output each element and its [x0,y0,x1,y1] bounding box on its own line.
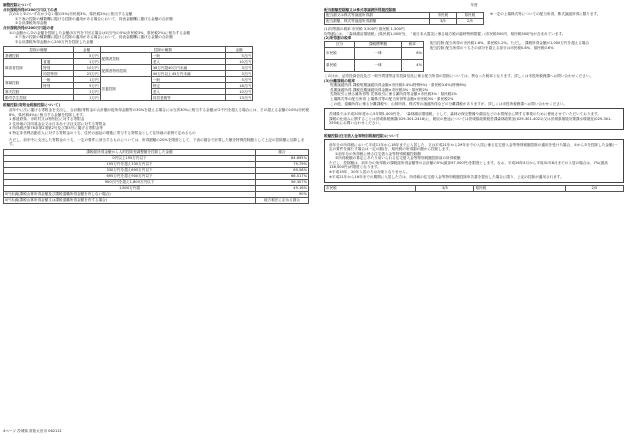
table-cell: 県民税 [474,186,565,192]
table-cell: 5万円 [226,77,253,83]
table-cell: 同居特別 [42,71,74,77]
table-cell: 22万円 [73,71,100,77]
reduction-para: 前年中に次に掲げる寄附金を支出し、合計額(寄附金の合計額が総所得金額等の30%を超える場合には当該30%に相当する金額)が2千円を超える場合には、その超える金額の10%(市民税6%、県民税4%)に相当する金額を控除します。 [9,107,309,117]
table-cell: 1,800万円超 [4,185,256,191]
separation-heading: (3)分離課税の税率 [324,78,355,83]
housing-text: ②所得税額の算定にあたり用いられる住宅借入金等特別税額控除前の所得税額 [335,156,461,161]
table-cell: 特別 [42,65,74,71]
table-cell: 基礎控除 [4,53,74,59]
table-cell: 勤労学生控除 [4,95,74,101]
table-cell: 40万円以上45万円未満 [151,71,225,77]
dividend-heading: 配当割額控除額又は株式等譲渡所得割控除額 [324,7,396,12]
housing-heading: 税額控除(住宅借入金等特別税額控除)について [324,133,400,138]
dividend-table [324,12,484,25]
table-header: 県民税 [456,13,483,19]
table-cell: 66.517% [256,173,309,179]
table-cell: 配偶者控除 [100,53,151,65]
table-cell: 同居老親等 [151,95,225,101]
table-header: 控除の種類 [4,47,74,53]
reduction-item: 4 特定非営利活動法人に対する寄附金のうち、住民の福祉の増進に寄与する寄附金として住所地の条例で定めるもの [9,130,196,135]
reduction-note: ただし、前年中に支出した寄附金のうち、一定の要件に該当するものについては、所得割額の20%を限度として、下表の割合で計算した額を特例控除額として上記の控除額に加算します。 [9,137,305,147]
forest-tax-box [324,108,624,130]
reduction-item: 1 都道府県、市町村又は特別区に対する寄附金 [9,117,85,122]
reduction-item: 2 住所地の共同募金会又は日本赤十字社支部に対する寄附金 [9,121,106,126]
table-cell: 13万円 [226,95,253,101]
gt200-heading: 合計課税所得が200万円超の者 [3,25,54,30]
table-cell: 一般 [42,77,74,83]
table-header: 割合 [256,149,309,155]
table-cell: 2/5 [565,186,623,192]
table-cell: 老人 [151,59,225,65]
table-cell: 一般 [151,53,225,59]
table-header: 課税標準額 [355,41,401,47]
income-levy-table [324,41,424,72]
table-cell: 4% [401,59,423,71]
table-cell: 一律 [355,59,401,71]
table-header: 控除の種類 [100,47,226,53]
table-cell: 普通 [42,59,74,65]
le200-heading: 合計課税所得が200万円以下の者 [3,7,58,12]
table-cell: 一般 [151,77,225,83]
table-cell: 寡夫控除 [4,89,74,95]
table-cell: 3万円 [226,65,253,71]
table-cell: 特定 [151,83,225,89]
table-cell: 2/5 [456,19,483,25]
separation-row: 短期譲渡所得 課税短期譲渡所得金額×市民税5.4%(特例9%)・県民税3.6%(特例6%) [330,83,467,88]
header-year: 年度 [470,3,478,7]
table-cell: 0円以上195万円以下 [4,155,256,161]
gt200-intro: ①の金額から②の金額を控除した金額(5万円を下回る場合は5万円)の5%(市民税3%、県民税2%)に相当する金額 [9,30,191,35]
mid-text: このほか、証券投資信託及び一般外貨建等証券投資信託に係る配当所得の控除については、異なった税率となります。詳しくは市役所税務課へお問い合わせください。 [324,73,594,78]
table-cell: 69.58% [256,167,309,173]
gt200-item: ②合計課税所得金額から200万円を控除した金額 [15,39,94,44]
deduction-table [3,46,253,101]
table-cell: 1万円 [73,95,100,101]
table-cell: 6% [401,47,423,59]
income-levy-note: 配当控除 配当所得の市民税1.6%、県民税1.2%。ただし、課税所得金額が1,000万円を超える場合 [430,40,590,45]
table-cell: 5万円 [73,53,100,59]
gt200-item: ①下表の控除の種類欄に掲げる控除の適用がある場合において、同表金額欄に掲げる金額の合計額 [15,35,173,40]
housing-box [324,139,624,184]
le200-item: ①下表の控除の種類欄に掲げる控除の適用がある場合において、同表金額欄に掲げる金額の合計額 [15,16,173,21]
table-cell: 695万円を超え900万円以下 [4,173,256,179]
equal-levy: (1)均等割の税率 市民税 3,500円 県民税 1,500円 [324,27,405,32]
table-cell: 特別 [42,83,74,89]
table-cell: 一律 [355,47,401,59]
separation-row: 上場株式等の配当所得 上場株式等の配当所得等金額×市民税3%・県民税2% [330,96,454,101]
table-cell: 0円未満(課税山林所得金額及び課税退職所得金額を有しない場合) [4,191,256,197]
housing-text: ただし、控除額は、前年分の所得税の課税総所得金額等の合計額の5%(最高97,500円)を限度とします。なお、平成26年4月から平成31年6月までの入居の場合は、7%(最高136,500円)が限度となります。 [329,160,608,170]
table-header: 金額 [226,47,253,53]
table-cell: 79.79% [256,161,309,167]
table-header: 金額 [73,47,100,53]
table-cell: 10万円 [226,89,253,95]
table-header: 税率 [401,41,423,47]
table-cell: 10万円 [226,59,253,65]
reduction-item: 3 所得税法第78条第2項第2号及び第3号に掲げる寄附金等 [9,126,103,131]
table-cell: 障害者控除 [4,59,42,77]
table-cell: 56.307% [256,179,309,185]
table-cell: 195万円を超え330万円以下 [4,161,256,167]
table-cell: 5万円 [73,83,100,89]
table-header: 市民税 [429,13,456,19]
table-cell: 1万円 [73,59,100,65]
table-cell: 90% [256,191,309,197]
table-cell: 寡婦控除 [4,77,42,89]
table-cell: 5万円 [226,53,253,59]
left-column [3,3,309,204]
table-cell: 330万円を超え695万円以下 [4,167,256,173]
table-header: 課税総所得金額から人的控除差調整額を控除した金額 [4,149,256,155]
housing-ratio-table [324,185,624,192]
table-header: 区分 [325,41,355,47]
table-cell: 10万円 [73,65,100,71]
income-levy-heading: (2)所得割の税率 [324,36,352,41]
housing-text: 前年分の所得税において平成11年から18年までに入居した、又は平成21年から29年までの入居に係る住宅借入金等特別税額控除の適用を受けた場合、①から②を控除した金額(一定の要件を満たす場合は一定の額)を、県民税の所得割の額から控除します。 [329,142,618,152]
housing-text: ①前年分の所得税に係る住宅借入金等特別税額控除額 [335,151,421,156]
table-cell: 38万円超40万円未満 [151,65,225,71]
table-cell: 900万円を超え1,800万円以下 [4,179,256,185]
equal-levy-note: 均等割には、「森林湖沼環境税」(県民税1,000円)、「東日本大震災に係る地方税の臨時特例措置」(市民税500円、県民税500円)が含まれています。 [324,31,566,36]
separation-row: 先物取引に係る雑所得等 先物取引に係る雑所得等金額×市民税3%・県民税2% [330,92,457,97]
table-cell: 老人 [151,89,225,95]
table-cell: 配偶者特別控除 [100,65,151,77]
table-cell: 1万円 [73,89,100,95]
housing-text: ※平成19年、20年入居の方は対象となりません。 [329,170,410,175]
table-cell: 0円未満(課税山林所得金額又は課税退職所得金額を有する場合) [4,197,256,203]
table-cell: 市民税 [325,47,355,59]
table-cell: 3/5 [429,19,456,25]
table-cell: 3万円 [226,71,253,77]
reduction-heading: 税額控除(寄附金税額控除について) [3,103,61,108]
table-cell: 3/5 [416,186,474,192]
table-cell: 1万円 [73,77,100,83]
separation-note: この他、退職所得に係る分離課税や、山林所得、株式等の譲渡所得などの分離課税がありますが、詳しくは市役所税務課へお問い合わせください。 [330,101,568,106]
separation-row: 長期譲渡所得 課税長期譲渡所得金額×市民税3%・県民税2% [330,87,429,92]
le200-intro: 次の①と②のいずれか少ない額の5%(市民税3%、県民税2%)に相当する金額 [9,12,133,17]
special-rate-table [3,149,309,204]
table-cell: 扶養控除 [100,77,151,101]
right-column [324,3,624,192]
table-cell: 配当割額、株式等譲渡所得割額 [325,19,430,25]
le200-item: ②合計課税所得金額 [15,21,47,26]
forest-tax-text: 課税の仕組みに関することは茨城県税務課(029-301-2418)に、税収の使途については茨城県政策経営課森林政策室(029-301-4021)又は茨城県環境対策課水環境室(029-301-2954)にお問い合わせください。 [329,116,612,126]
section-title: 調整控除について [3,3,32,7]
table-cell: 地方税法に定める割合 [256,197,309,203]
income-levy-note: 配当控除 配当所得のうちその部分を超える部分は市民税0.8%、県民税0.6% [430,45,554,50]
forest-tax-text: 茨城県では平成20年度から5年間1,000円を、「森林湖沼環境税」として、森林の保全整備や湖沼などの水質保全に関する事業のために使用させていただいております。 [329,112,601,117]
housing-text: ※平成21年から16年までの期間に入居した方は、所得税の住宅借入金等特別税額控除申告書を提出した場合に限り、上記の控除が適用されます。 [329,174,564,179]
page-footer: 4ページ 茨城県 常陸太田市 062121 [3,429,62,433]
table-cell: 市民税 [325,186,416,192]
table-cell: 49.16% [256,185,309,191]
table-cell: 18万円 [226,83,253,89]
table-cell: 84.895% [256,155,309,161]
table-header: 配当割又は株式等譲渡所得割 [325,13,430,19]
dividend-note: ※一定の上場株式等についての配当所得、株式譲渡所得に限ります。 [490,12,601,17]
table-cell: 県民税 [325,59,355,71]
